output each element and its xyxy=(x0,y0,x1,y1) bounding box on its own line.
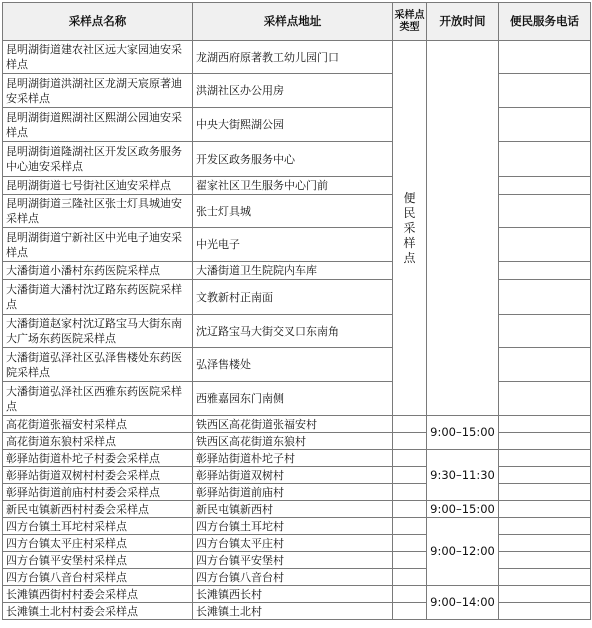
table-row xyxy=(3,433,591,450)
site-type-cell xyxy=(393,603,427,620)
service-phone xyxy=(499,569,591,586)
site-name: 大潘街道弘泽社区弘泽售楼处东药医院采样点 xyxy=(3,348,193,382)
site-address: 西雅嘉园东门南侧 xyxy=(193,382,393,416)
site-address: 铁西区高花街道张福安村 xyxy=(193,416,393,433)
site-name: 昆明湖街道七号街社区迪安采样点 xyxy=(3,177,193,195)
site-name: 长滩镇西街村村委会采样点 xyxy=(3,586,193,603)
table-row xyxy=(3,535,591,552)
open-hours-cell: 9:00–15:00 xyxy=(427,501,499,518)
table-row xyxy=(3,382,591,416)
site-name: 四方台镇八音台村采样点 xyxy=(3,569,193,586)
open-hours-cell: 9:00–14:00 xyxy=(427,586,499,620)
site-address: 长滩镇西长村 xyxy=(193,586,393,603)
site-address: 长滩镇土北村 xyxy=(193,603,393,620)
site-type-cell xyxy=(393,501,427,518)
table-row xyxy=(3,450,591,467)
site-name: 彰驿站街道前庙村村委会采样点 xyxy=(3,484,193,501)
table-row xyxy=(3,552,591,569)
service-phone xyxy=(499,142,591,177)
header-service-phone: 便民服务电话 xyxy=(499,3,591,41)
site-address: 彰驿站街道双树村 xyxy=(193,467,393,484)
service-phone xyxy=(499,262,591,280)
site-name: 昆明湖街道三隆社区张士灯具城迪安采样点 xyxy=(3,195,193,228)
table-row xyxy=(3,315,591,348)
service-phone xyxy=(499,41,591,74)
header-site-address: 采样点地址 xyxy=(193,3,393,41)
site-name: 昆明湖街道熙湖社区熙湖公园迪安采样点 xyxy=(3,108,193,142)
site-name: 四方台镇土耳坨村采样点 xyxy=(3,518,193,535)
open-hours-cell: 9:00–15:00 xyxy=(427,416,499,450)
service-phone xyxy=(499,74,591,108)
site-type-cell xyxy=(393,552,427,569)
site-type-cell xyxy=(393,569,427,586)
site-name: 昆明湖街道洪湖社区龙湖天宸原著迪安采样点 xyxy=(3,74,193,108)
site-address: 彰驿站街道朴坨子村 xyxy=(193,450,393,467)
open-hours-cell: 9:30–11:30 xyxy=(427,450,499,501)
service-phone xyxy=(499,450,591,467)
table-row xyxy=(3,569,591,586)
site-address: 沈辽路宝马大街交叉口东南角 xyxy=(193,315,393,348)
site-name: 大潘街道赵家村沈辽路宝马大街东南大广场东药医院采样点 xyxy=(3,315,193,348)
table-row xyxy=(3,262,591,280)
site-name: 四方台镇平安堡村采样点 xyxy=(3,552,193,569)
site-type-cell xyxy=(393,450,427,467)
site-name: 新民屯镇新西村村委会采样点 xyxy=(3,501,193,518)
table-row xyxy=(3,501,591,518)
site-type-cell xyxy=(393,535,427,552)
table-row xyxy=(3,518,591,535)
site-type-cell xyxy=(393,484,427,501)
service-phone xyxy=(499,280,591,315)
table-row xyxy=(3,280,591,315)
service-phone xyxy=(499,501,591,518)
open-hours-cell xyxy=(427,41,499,416)
table-header-row xyxy=(3,3,591,41)
site-name: 彰驿站街道朴坨子村委会采样点 xyxy=(3,450,193,467)
site-address: 洪湖社区办公用房 xyxy=(193,74,393,108)
service-phone xyxy=(499,586,591,603)
service-phone xyxy=(499,552,591,569)
service-phone xyxy=(499,315,591,348)
site-type-cell xyxy=(393,467,427,484)
site-address: 开发区政务服务中心 xyxy=(193,142,393,177)
site-address: 龙湖西府原著教工幼儿园门口 xyxy=(193,41,393,74)
service-phone xyxy=(499,603,591,620)
service-phone xyxy=(499,348,591,382)
site-type-cell xyxy=(393,433,427,450)
site-name: 昆明湖街道建农社区远大家园迪安采样点 xyxy=(3,41,193,74)
header-open-hours: 开放时间 xyxy=(427,3,499,41)
site-address: 中光电子 xyxy=(193,228,393,262)
site-address: 新民屯镇新西村 xyxy=(193,501,393,518)
service-phone xyxy=(499,484,591,501)
site-name: 高花街道东狼村采样点 xyxy=(3,433,193,450)
site-name: 高花街道张福安村采样点 xyxy=(3,416,193,433)
site-address: 彰驿站街道前庙村 xyxy=(193,484,393,501)
open-hours-cell: 9:00–12:00 xyxy=(427,518,499,586)
service-phone xyxy=(499,518,591,535)
site-address: 张士灯具城 xyxy=(193,195,393,228)
site-address: 文教新村正南面 xyxy=(193,280,393,315)
service-phone xyxy=(499,177,591,195)
site-name: 大潘街道大潘村沈辽路东药医院采样点 xyxy=(3,280,193,315)
site-type-cell xyxy=(393,586,427,603)
site-address: 翟家社区卫生服务中心门前 xyxy=(193,177,393,195)
table-row xyxy=(3,603,591,620)
site-address: 中央大街熙湖公园 xyxy=(193,108,393,142)
service-phone xyxy=(499,416,591,433)
service-phone xyxy=(499,382,591,416)
sampling-sites-table xyxy=(2,2,591,620)
table-row xyxy=(3,108,591,142)
table-row xyxy=(3,416,591,433)
table-row xyxy=(3,74,591,108)
table-row xyxy=(3,228,591,262)
service-phone xyxy=(499,228,591,262)
site-address: 四方台镇平安堡村 xyxy=(193,552,393,569)
site-name: 长滩镇土北村村委会采样点 xyxy=(3,603,193,620)
header-site-name: 采样点名称 xyxy=(3,3,193,41)
header-site-type: 采样点类型 xyxy=(393,3,427,41)
table-row xyxy=(3,586,591,603)
table-row xyxy=(3,195,591,228)
service-phone xyxy=(499,467,591,484)
site-name: 昆明湖街道宁新社区中光电子迪安采样点 xyxy=(3,228,193,262)
site-address: 铁西区高花街道东狼村 xyxy=(193,433,393,450)
site-name: 大潘街道小潘村东药医院采样点 xyxy=(3,262,193,280)
table-row xyxy=(3,142,591,177)
table-row xyxy=(3,467,591,484)
service-phone xyxy=(499,535,591,552)
site-type-cell xyxy=(393,518,427,535)
table-row xyxy=(3,484,591,501)
site-address: 大潘街道卫生院院内车库 xyxy=(193,262,393,280)
service-phone xyxy=(499,108,591,142)
site-type-cell xyxy=(393,41,427,416)
service-phone xyxy=(499,433,591,450)
site-name: 四方台镇太平庄村采样点 xyxy=(3,535,193,552)
site-type-label: 便民采样点 xyxy=(403,190,416,265)
site-address: 四方台镇土耳坨村 xyxy=(193,518,393,535)
site-address: 弘泽售楼处 xyxy=(193,348,393,382)
site-type-cell xyxy=(393,416,427,433)
site-address: 四方台镇八音台村 xyxy=(193,569,393,586)
table-row xyxy=(3,41,591,74)
service-phone xyxy=(499,195,591,228)
site-name: 大潘街道弘泽社区西雅东药医院采样点 xyxy=(3,382,193,416)
site-address: 四方台镇太平庄村 xyxy=(193,535,393,552)
site-name: 昆明湖街道隆湖社区开发区政务服务中心迪安采样点 xyxy=(3,142,193,177)
table-row xyxy=(3,348,591,382)
table-row xyxy=(3,177,591,195)
site-name: 彰驿站街道双树村村委会采样点 xyxy=(3,467,193,484)
